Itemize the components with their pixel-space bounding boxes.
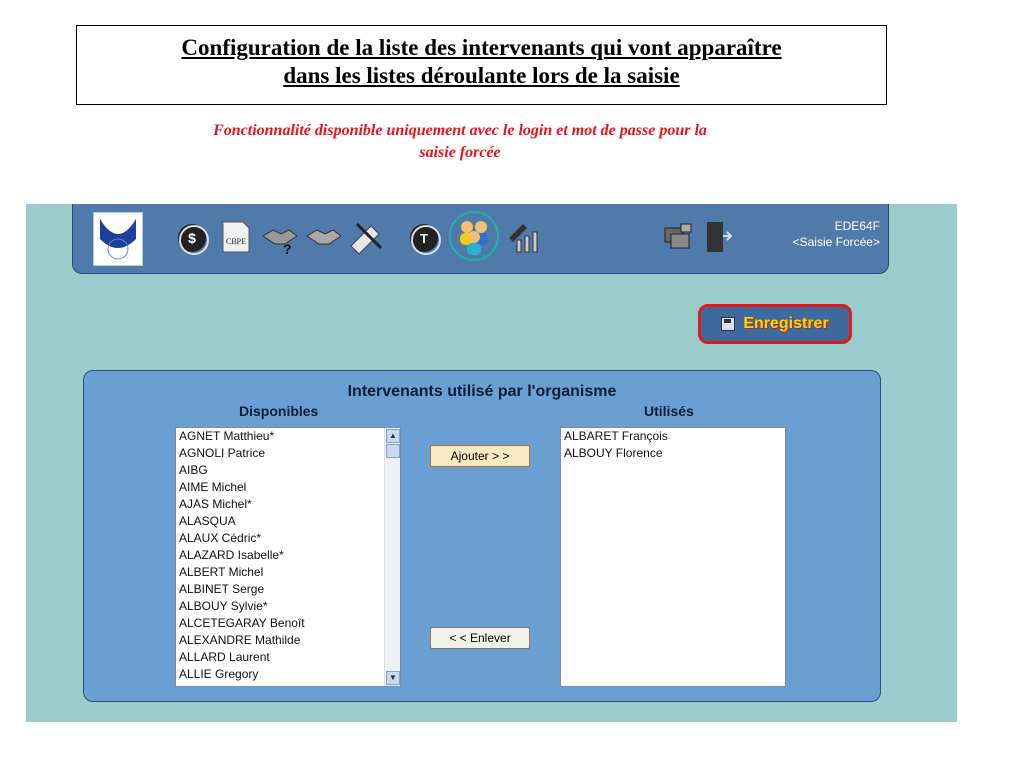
title-box bbox=[76, 25, 887, 105]
remove-button[interactable]: < < Enlever bbox=[430, 627, 530, 649]
svg-text:?: ? bbox=[283, 241, 292, 256]
app-window bbox=[26, 204, 957, 722]
available-items bbox=[176, 428, 400, 683]
list-item[interactable]: AJAS Michel* bbox=[179, 497, 252, 511]
list-item[interactable]: ALBINET Serge bbox=[179, 582, 265, 596]
t-icon[interactable] bbox=[405, 218, 443, 256]
available-list[interactable] bbox=[175, 427, 401, 687]
panel-title: Intervenants utilisé par l'organisme bbox=[347, 383, 617, 400]
used-list[interactable] bbox=[560, 427, 786, 687]
svg-text:$: $ bbox=[188, 230, 196, 246]
handshake-question-icon[interactable] bbox=[261, 218, 299, 256]
session-status bbox=[793, 218, 880, 250]
tools-icon[interactable] bbox=[505, 218, 543, 256]
computers-icon[interactable] bbox=[661, 218, 699, 256]
save-button[interactable] bbox=[698, 304, 852, 344]
subtitle-line-2: saisie forcée bbox=[419, 144, 501, 161]
intervenants-panel bbox=[83, 370, 881, 702]
pen-paper-icon[interactable] bbox=[347, 218, 385, 256]
dollar-icon[interactable] bbox=[173, 218, 211, 256]
toolbar bbox=[72, 204, 889, 274]
scroll-up-icon[interactable]: ▲ bbox=[386, 429, 400, 443]
list-item[interactable]: ALAUX Cédric* bbox=[179, 531, 262, 545]
available-header: Disponibles bbox=[239, 403, 319, 419]
used-items bbox=[561, 428, 785, 462]
list-item[interactable]: ALBOUY Florence bbox=[564, 446, 663, 460]
list-item[interactable]: ALCETEGARAY Benoît bbox=[179, 616, 305, 630]
subtitle-line-1: Fonctionnalité disponible uniquement avec le login et mot de passe pour la bbox=[213, 122, 707, 139]
cbpe-label: CBPE bbox=[225, 237, 247, 246]
status-code: EDE64F bbox=[834, 219, 880, 233]
exit-door-icon[interactable] bbox=[699, 218, 737, 256]
add-button[interactable]: Ajouter > > bbox=[430, 445, 530, 467]
floppy-disk-icon bbox=[721, 317, 735, 331]
svg-text:T: T bbox=[420, 231, 428, 246]
subtitle bbox=[80, 120, 840, 164]
scroll-down-icon[interactable]: ▼ bbox=[386, 671, 400, 685]
list-item[interactable]: ALLARD Laurent bbox=[179, 650, 270, 664]
list-item[interactable]: ALBOUY Sylvie* bbox=[179, 599, 268, 613]
page-title-line-2: dans les listes déroulante lors de la saisie bbox=[283, 63, 680, 88]
page-title-line-1: Configuration de la liste des intervenants qui vont apparaître bbox=[181, 35, 782, 60]
list-item[interactable]: ALAZARD Isabelle* bbox=[179, 548, 284, 562]
handshake-icon[interactable] bbox=[305, 218, 343, 256]
list-item[interactable]: ALBARET François bbox=[564, 429, 668, 443]
status-mode: <Saisie Forcée> bbox=[792, 235, 880, 249]
people-group-icon[interactable] bbox=[449, 211, 499, 261]
list-item[interactable]: ALEXANDRE Mathilde bbox=[179, 633, 301, 647]
logo-icon[interactable] bbox=[93, 212, 143, 266]
list-item[interactable]: ALLIE Gregory bbox=[179, 667, 259, 681]
list-item[interactable]: ALBERT Michel bbox=[179, 565, 264, 579]
save-button-label: Enregistrer bbox=[743, 315, 829, 332]
list-item[interactable]: AIBG bbox=[179, 463, 208, 477]
document-cbpe-icon[interactable] bbox=[217, 218, 255, 256]
list-item[interactable]: AGNOLI Patrice bbox=[179, 446, 266, 460]
scroll-thumb[interactable] bbox=[386, 444, 400, 458]
used-header: Utilisés bbox=[644, 403, 694, 419]
list-item[interactable]: AGNET Matthieu* bbox=[179, 429, 275, 443]
list-item[interactable]: ALASQUA bbox=[179, 514, 236, 528]
available-scrollbar[interactable] bbox=[384, 428, 400, 686]
list-item[interactable]: AIME Michel bbox=[179, 480, 247, 494]
